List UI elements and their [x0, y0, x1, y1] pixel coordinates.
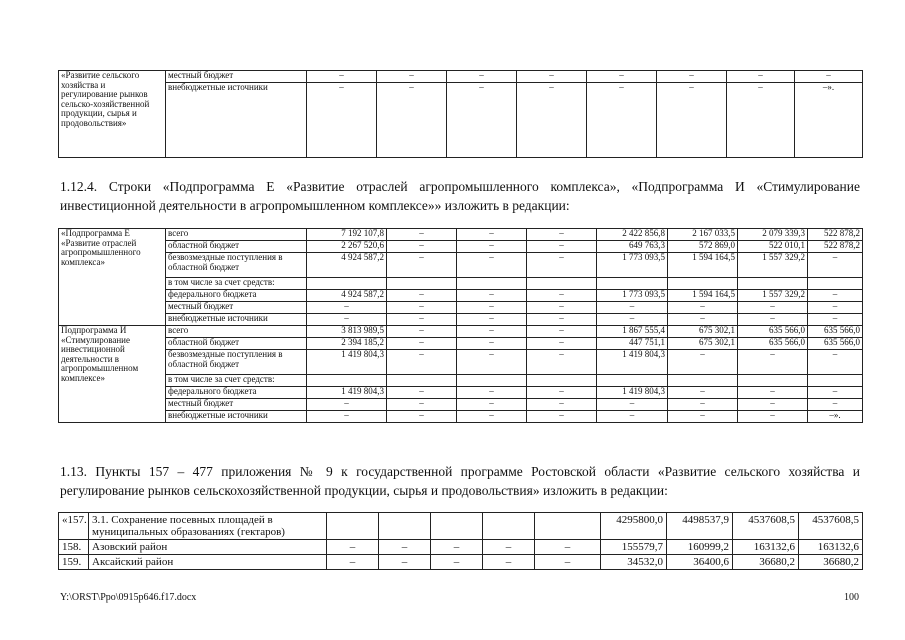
value-cell: 4 924 587,2 [307, 253, 387, 278]
table-row [59, 513, 863, 540]
value-cell: – [808, 253, 863, 278]
value-cell: – [457, 314, 527, 326]
number-cell: 155579,7 [601, 540, 667, 555]
subprogram-name: «Развитие сельского хозяйства и регулирование рынков сельско-хозяйственной продукции, сырья и продовольствия» [59, 71, 166, 158]
value-cell: 1 419 804,3 [307, 350, 387, 375]
value-cell: – [535, 540, 601, 555]
table-row [59, 314, 863, 326]
value-cell: – [379, 555, 431, 570]
value-cell [597, 278, 668, 290]
value-cell: – [457, 229, 527, 241]
table-row [59, 326, 863, 338]
row-label: в том числе за счет средств: [166, 375, 307, 387]
value-cell: – [527, 338, 597, 350]
value-cell: – [327, 540, 379, 555]
number-cell: 36680,2 [733, 555, 799, 570]
row-label: федерального бюджета [166, 290, 307, 302]
table-row [59, 241, 863, 253]
value-cell: 635 566,0 [738, 338, 808, 350]
value-cell: – [808, 387, 863, 399]
value-cell: –». [808, 411, 863, 423]
value-cell: – [457, 326, 527, 338]
value-cell: 572 869,0 [668, 241, 738, 253]
value-cell: 635 566,0 [808, 326, 863, 338]
row-label: внебюджетные источники [166, 411, 307, 423]
value-cell: – [738, 302, 808, 314]
row-label: безвозмездные поступления в областной бюджет [166, 253, 307, 278]
value-cell: – [527, 350, 597, 375]
value-cell: – [527, 399, 597, 411]
number-cell: 34532,0 [601, 555, 667, 570]
value-cell: – [808, 290, 863, 302]
value-cell [457, 278, 527, 290]
number-cell: 4537608,5 [799, 513, 863, 540]
value-cell: 522 878,2 [808, 229, 863, 241]
value-cell: – [738, 399, 808, 411]
number-cell: 4537608,5 [733, 513, 799, 540]
table-row [59, 290, 863, 302]
value-cell: – [387, 350, 457, 375]
value-cell [327, 513, 379, 540]
value-cell: – [808, 314, 863, 326]
value-cell: 1 773 093,5 [597, 253, 668, 278]
value-cell: – [379, 540, 431, 555]
row-label: областной бюджет [166, 338, 307, 350]
value-cell [307, 375, 387, 387]
row-label: внебюджетные источники [166, 314, 307, 326]
value-cell: 2 267 520,6 [307, 241, 387, 253]
value-cell: – [387, 253, 457, 278]
file-path: Y:\ORST\Ppo\0915p646.f17.docx [60, 592, 197, 603]
page-number: 100 [844, 592, 859, 603]
paragraph-1-13: 1.13. Пункты 157 – 477 приложения № 9 к государственной программе Ростовской области «Развитие сельского хозяйства и регулирование рынков сельскохозяйственной продукции, сырья и продовольствия» изложить в редакции: [60, 464, 860, 498]
number-cell: 163132,6 [799, 540, 863, 555]
table-row: внебюджетные источники – – – – – – – –». [59, 83, 863, 158]
table-appendix-9 [58, 512, 863, 570]
value-cell: – [738, 350, 808, 375]
table-row [59, 555, 863, 570]
value-cell: – [387, 229, 457, 241]
value-cell: 2 422 856,8 [597, 229, 668, 241]
value-cell [387, 278, 457, 290]
value-cell: 522 010,1 [738, 241, 808, 253]
value-cell: 447 751,1 [597, 338, 668, 350]
value-cell: – [457, 387, 527, 399]
value-cell: – [457, 253, 527, 278]
value-cell: 4 924 587,2 [307, 290, 387, 302]
value-cell: – [387, 314, 457, 326]
value-cell [527, 278, 597, 290]
value-cell: 675 302,1 [668, 326, 738, 338]
value-cell: 649 763,3 [597, 241, 668, 253]
value-cell: – [535, 555, 601, 570]
value-cell: 1 594 164,5 [668, 253, 738, 278]
value-cell: – [431, 540, 483, 555]
value-cell: – [527, 411, 597, 423]
row-label: местный бюджет [166, 399, 307, 411]
value-cell: – [457, 411, 527, 423]
value-cell: – [307, 399, 387, 411]
value-cell: – [668, 411, 738, 423]
value-cell [597, 375, 668, 387]
table-row [59, 253, 863, 278]
value-cell [483, 513, 535, 540]
row-label: всего [166, 229, 307, 241]
row-label: областной бюджет [166, 241, 307, 253]
number-cell: 160999,2 [667, 540, 733, 555]
value-cell: – [527, 229, 597, 241]
row-number: «157. [59, 513, 89, 540]
value-cell: – [808, 302, 863, 314]
value-cell [738, 278, 808, 290]
value-cell: – [668, 387, 738, 399]
value-cell: 635 566,0 [808, 338, 863, 350]
table-row [59, 375, 863, 387]
value-cell: – [597, 302, 668, 314]
value-cell [738, 375, 808, 387]
value-cell: – [668, 314, 738, 326]
value-cell: 2 394 185,2 [307, 338, 387, 350]
value-cell: 1 867 555,4 [597, 326, 668, 338]
value-cell: – [483, 540, 535, 555]
value-cell: 3 813 989,5 [307, 326, 387, 338]
value-cell [808, 375, 863, 387]
table-row [59, 229, 863, 241]
value-cell: – [387, 411, 457, 423]
paragraph-1-12-4: 1.12.4. Строки «Подпрограмма Е «Развитие отраслей агропромышленного комплекса», «Подпрограмма И «Стимулирование инвестиционной деятельности в агропромышленном комплексе»» изложить в редакции: [60, 179, 860, 213]
value-cell [387, 375, 457, 387]
table-row [59, 540, 863, 555]
value-cell: 522 878,2 [808, 241, 863, 253]
value-cell: 1 557 329,2 [738, 290, 808, 302]
table-row [59, 387, 863, 399]
value-cell: – [668, 399, 738, 411]
value-cell: – [527, 302, 597, 314]
row-number: 158. [59, 540, 89, 555]
row-number: 159. [59, 555, 89, 570]
value-cell: – [457, 290, 527, 302]
value-cell [431, 513, 483, 540]
value-cell: – [457, 302, 527, 314]
value-cell [668, 278, 738, 290]
value-cell: 1 557 329,2 [738, 253, 808, 278]
table-row [59, 411, 863, 423]
value-cell: – [738, 411, 808, 423]
row-label: местный бюджет [166, 302, 307, 314]
value-cell: – [307, 314, 387, 326]
row-label: федерального бюджета [166, 387, 307, 399]
value-cell: 1 419 804,3 [307, 387, 387, 399]
value-cell: 7 192 107,8 [307, 229, 387, 241]
value-cell: – [668, 302, 738, 314]
value-cell: – [597, 399, 668, 411]
value-cell: – [387, 338, 457, 350]
number-cell: 36400,6 [667, 555, 733, 570]
row-label: безвозмездные поступления в областной бюджет [166, 350, 307, 375]
number-cell: 163132,6 [733, 540, 799, 555]
value-cell [535, 513, 601, 540]
value-cell [527, 375, 597, 387]
value-cell: 2 167 033,5 [668, 229, 738, 241]
table-row [59, 278, 863, 290]
value-cell: – [307, 411, 387, 423]
value-cell: – [387, 387, 457, 399]
value-cell: – [668, 350, 738, 375]
value-cell: – [527, 241, 597, 253]
value-cell [668, 375, 738, 387]
table-row [59, 302, 863, 314]
number-cell: 36680,2 [799, 555, 863, 570]
value-cell: – [387, 399, 457, 411]
value-cell: – [527, 387, 597, 399]
value-cell: 1 419 804,3 [597, 387, 668, 399]
value-cell: – [738, 387, 808, 399]
value-cell [808, 278, 863, 290]
value-cell [457, 375, 527, 387]
row-name: Аксайский район [89, 555, 327, 570]
value-cell: – [527, 314, 597, 326]
table-row [59, 399, 863, 411]
value-cell: – [457, 241, 527, 253]
value-cell: – [597, 314, 668, 326]
subprogram-name: Подпрограмма И «Стимулирование инвестиционной деятельности в агропромышленном комплексе» [59, 326, 166, 423]
value-cell [307, 278, 387, 290]
value-cell: 1 773 093,5 [597, 290, 668, 302]
value-cell: – [307, 302, 387, 314]
row-label: внебюджетные источники [166, 83, 307, 158]
value-cell: – [527, 326, 597, 338]
value-cell: – [527, 290, 597, 302]
value-cell: – [738, 314, 808, 326]
value-cell: – [457, 399, 527, 411]
value-cell: – [387, 302, 457, 314]
value-cell: – [597, 411, 668, 423]
table-subprograms [58, 228, 863, 423]
value-cell: – [527, 253, 597, 278]
table-row: «Развитие сельского хозяйства и регулирование рынков сельско-хозяйственной продукции, сырья и продовольствия» местный бюджет – – – – – – – – [59, 71, 863, 83]
value-cell: – [483, 555, 535, 570]
row-name: 3.1. Сохранение посевных площадей в муниципальных образованиях (гектаров) [89, 513, 327, 540]
value-cell: – [808, 350, 863, 375]
value-cell: – [387, 290, 457, 302]
table-top [58, 70, 863, 158]
value-cell: – [327, 555, 379, 570]
value-cell: – [387, 326, 457, 338]
value-cell: 675 302,1 [668, 338, 738, 350]
row-label: всего [166, 326, 307, 338]
table-row [59, 350, 863, 375]
value-cell: 1 419 804,3 [597, 350, 668, 375]
value-cell: 635 566,0 [738, 326, 808, 338]
value-cell: – [457, 338, 527, 350]
subprogram-name: «Подпрограмма Е «Развитие отраслей агропромышленного комплекса» [59, 229, 166, 326]
number-cell: 4498537,9 [667, 513, 733, 540]
row-name: Азовский район [89, 540, 327, 555]
table-row [59, 338, 863, 350]
value-cell: – [457, 350, 527, 375]
value-cell: – [431, 555, 483, 570]
value-cell: 2 079 339,3 [738, 229, 808, 241]
number-cell: 4295800,0 [601, 513, 667, 540]
row-label: местный бюджет [166, 71, 307, 83]
value-cell: – [387, 241, 457, 253]
value-cell: 1 594 164,5 [668, 290, 738, 302]
value-cell [379, 513, 431, 540]
value-cell: – [808, 399, 863, 411]
row-label: в том числе за счет средств: [166, 278, 307, 290]
